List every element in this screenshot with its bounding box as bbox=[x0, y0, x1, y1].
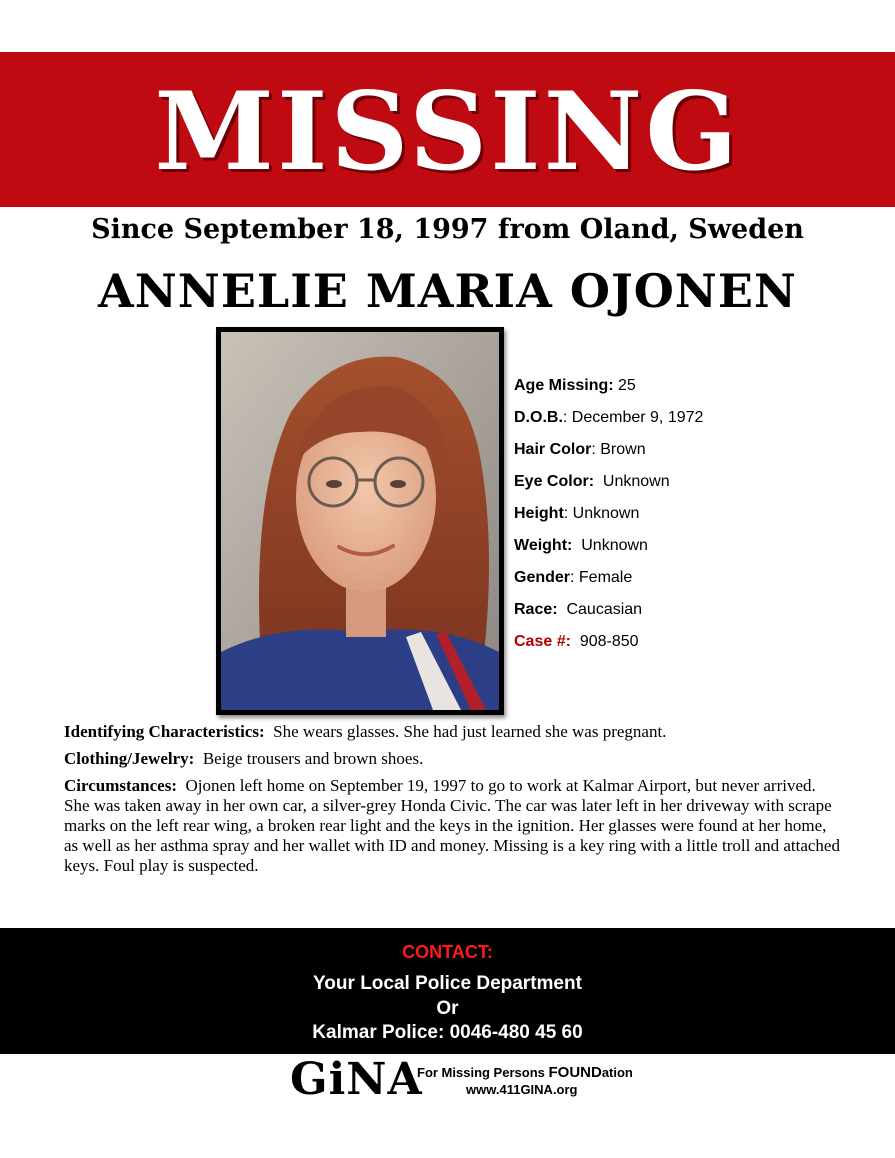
fact-value: : Female bbox=[570, 569, 633, 586]
gina-tagline bbox=[417, 1064, 633, 1081]
missing-headline: MISSING bbox=[154, 69, 741, 195]
fact-case bbox=[514, 628, 703, 660]
tagline-part-a: For Missing Persons bbox=[417, 1065, 549, 1080]
portrait-image bbox=[221, 332, 499, 710]
circumstances-label: Circumstances: bbox=[64, 776, 177, 795]
fact-gender bbox=[514, 564, 703, 596]
fact-weight bbox=[514, 532, 703, 564]
facts-list bbox=[514, 372, 703, 660]
fact-height bbox=[514, 500, 703, 532]
fact-label: Height bbox=[514, 505, 564, 522]
tagline-part-c: ation bbox=[601, 1065, 633, 1080]
fact-label: Age Missing: bbox=[514, 377, 614, 394]
clothing-label: Clothing/Jewelry: bbox=[64, 749, 195, 768]
fact-value: 908-850 bbox=[579, 633, 639, 650]
contact-box bbox=[0, 928, 895, 1054]
fact-label-case: Case #: bbox=[514, 633, 571, 650]
fact-dob bbox=[514, 404, 703, 436]
missing-since: Since September 18, 1997 from Oland, Sweden bbox=[91, 214, 804, 245]
fact-value: : December 9, 1972 bbox=[562, 409, 704, 426]
circumstances-text: Ojonen left home on September 19, 1997 to go to work at Kalmar Airport, but never arrived. She was taken away in her own car, a silver-grey Honda Civic. The car was later left in her driveway with scrape marks on the left rear wing, a broken rear light and the keys in the ignition. Her glasses were found at her home, as well as her asthma spray and her wallet with ID and money. Missing is a key ring with a little troll and attached keys. Foul play is suspected. bbox=[64, 776, 840, 875]
gina-wordmark: GiNA bbox=[290, 1054, 423, 1105]
tagline-found: FOUND bbox=[548, 1064, 602, 1081]
fact-value: 25 bbox=[618, 377, 636, 394]
contact-title: CONTACT: bbox=[402, 942, 493, 962]
contact-line-1: Your Local Police Department bbox=[313, 973, 582, 994]
fact-label: Weight: bbox=[514, 537, 573, 554]
fact-value: Caucasian bbox=[566, 601, 643, 618]
clothing-paragraph bbox=[64, 749, 844, 769]
fact-age bbox=[514, 372, 703, 404]
identifying-text: She wears glasses. She had just learned she was pregnant. bbox=[273, 722, 667, 741]
clothing-text: Beige trousers and brown shoes. bbox=[202, 749, 424, 768]
circumstances-paragraph bbox=[64, 776, 844, 876]
contact-line-2: Or bbox=[436, 998, 459, 1019]
identifying-paragraph bbox=[64, 722, 844, 742]
fact-value: : Unknown bbox=[563, 505, 640, 522]
fact-eye bbox=[514, 468, 703, 500]
fact-label: Gender bbox=[514, 569, 571, 586]
contact-line-3: Kalmar Police: 0046-480 45 60 bbox=[312, 1022, 583, 1043]
fact-value: : Brown bbox=[591, 441, 646, 458]
fact-race bbox=[514, 596, 703, 628]
fact-hair bbox=[514, 436, 703, 468]
person-name: ANNELIE MARIA OJONEN bbox=[98, 264, 797, 318]
details-section bbox=[64, 722, 844, 883]
gina-logo bbox=[290, 1054, 650, 1108]
fact-value: Unknown bbox=[602, 473, 670, 490]
person-photo bbox=[216, 327, 504, 715]
fact-label: Hair Color bbox=[514, 441, 592, 458]
fact-label: Eye Color: bbox=[514, 473, 595, 490]
gina-url: www.411GINA.org bbox=[466, 1082, 578, 1097]
fact-value: Unknown bbox=[581, 537, 648, 554]
identifying-label: Identifying Characteristics: bbox=[64, 722, 265, 741]
fact-label: Race: bbox=[514, 601, 558, 618]
fact-label: D.O.B. bbox=[514, 409, 563, 426]
